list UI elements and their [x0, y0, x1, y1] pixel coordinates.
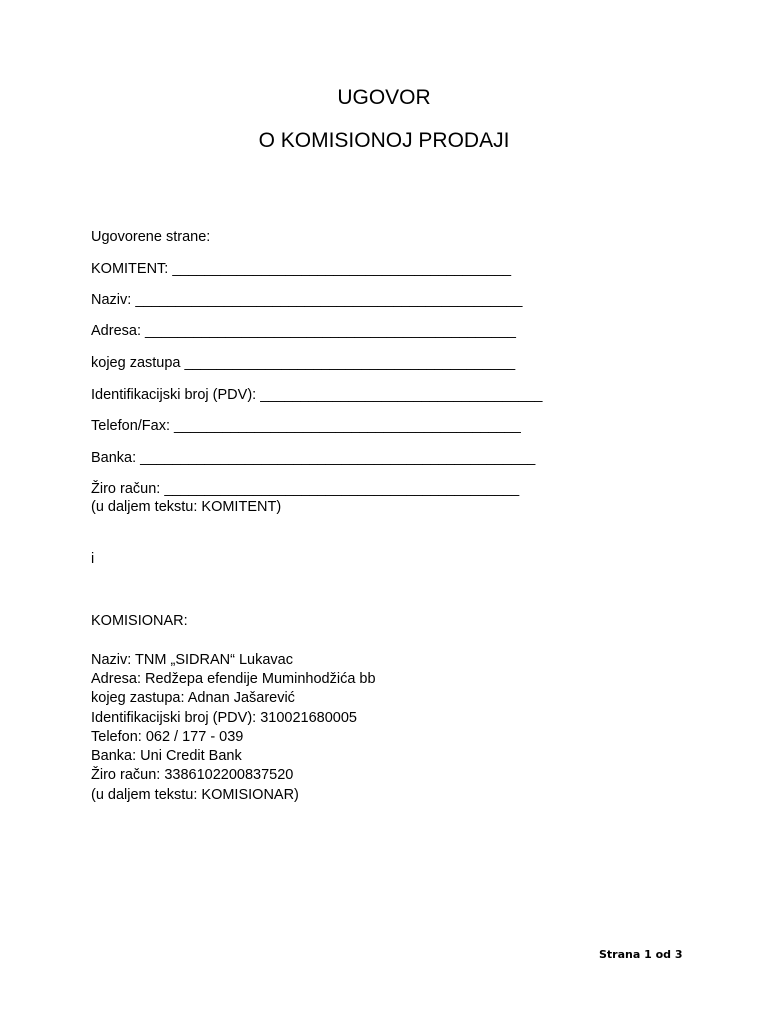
fill-blank: ___________________________________________ — [174, 418, 521, 434]
komisionar-ziro-racun: Žiro račun: 3386102200837520 — [91, 767, 294, 783]
field-label: Žiro račun: — [91, 481, 165, 497]
komisionar-naziv: Naziv: TNM „SIDRAN“ Lukavac — [91, 652, 293, 668]
fill-blank: __________________________________________ — [172, 261, 512, 277]
conjunction: i — [91, 551, 95, 567]
fill-blank: _________________________________________ — [184, 355, 516, 371]
field-label: Adresa: — [91, 323, 145, 339]
field-label: Naziv: — [91, 292, 136, 308]
fill-blank: ___________________________________ — [260, 387, 543, 403]
fill-blank: ______________________________________________ — [145, 323, 516, 339]
field-adresa — [91, 322, 516, 340]
document-title: UGOVOR — [337, 86, 431, 109]
document-subtitle: O KOMISIONOJ PRODAJI — [258, 129, 510, 152]
field-pdv — [91, 386, 542, 404]
field-telefon-fax — [91, 417, 521, 435]
komitent-note: (u daljem tekstu: KOMITENT) — [91, 499, 282, 515]
field-banka — [91, 449, 535, 467]
komisionar-note: (u daljem tekstu: KOMISIONAR) — [91, 787, 299, 803]
field-label: kojeg zastupa — [91, 355, 185, 371]
komisionar-telefon: Telefon: 062 / 177 - 039 — [91, 729, 244, 745]
fill-blank: ________________________________________________ — [135, 292, 523, 308]
field-label: Identifikacijski broj (PDV): — [91, 387, 261, 403]
page-number: Strana 1 od 3 — [599, 948, 683, 961]
komisionar-heading: KOMISIONAR: — [91, 613, 188, 629]
fill-blank: ____________________________________________ — [164, 481, 520, 497]
field-ziro-racun — [91, 480, 519, 498]
field-zastupa — [91, 354, 515, 372]
field-label: Banka: — [91, 450, 141, 466]
field-label: KOMITENT: — [91, 261, 173, 277]
field-naziv — [91, 291, 522, 309]
komisionar-pdv: Identifikacijski broj (PDV): 310021680005 — [91, 710, 357, 726]
field-komitent — [91, 260, 511, 278]
fill-blank: _________________________________________________ — [140, 450, 536, 466]
parties-intro: Ugovorene strane: — [91, 229, 211, 245]
komisionar-banka: Banka: Uni Credit Bank — [91, 748, 242, 764]
field-label: Telefon/Fax: — [91, 418, 175, 434]
komisionar-zastupa: kojeg zastupa: Adnan Jašarević — [91, 690, 295, 706]
komisionar-adresa: Adresa: Redžepa efendije Muminhodžića bb — [91, 671, 376, 687]
